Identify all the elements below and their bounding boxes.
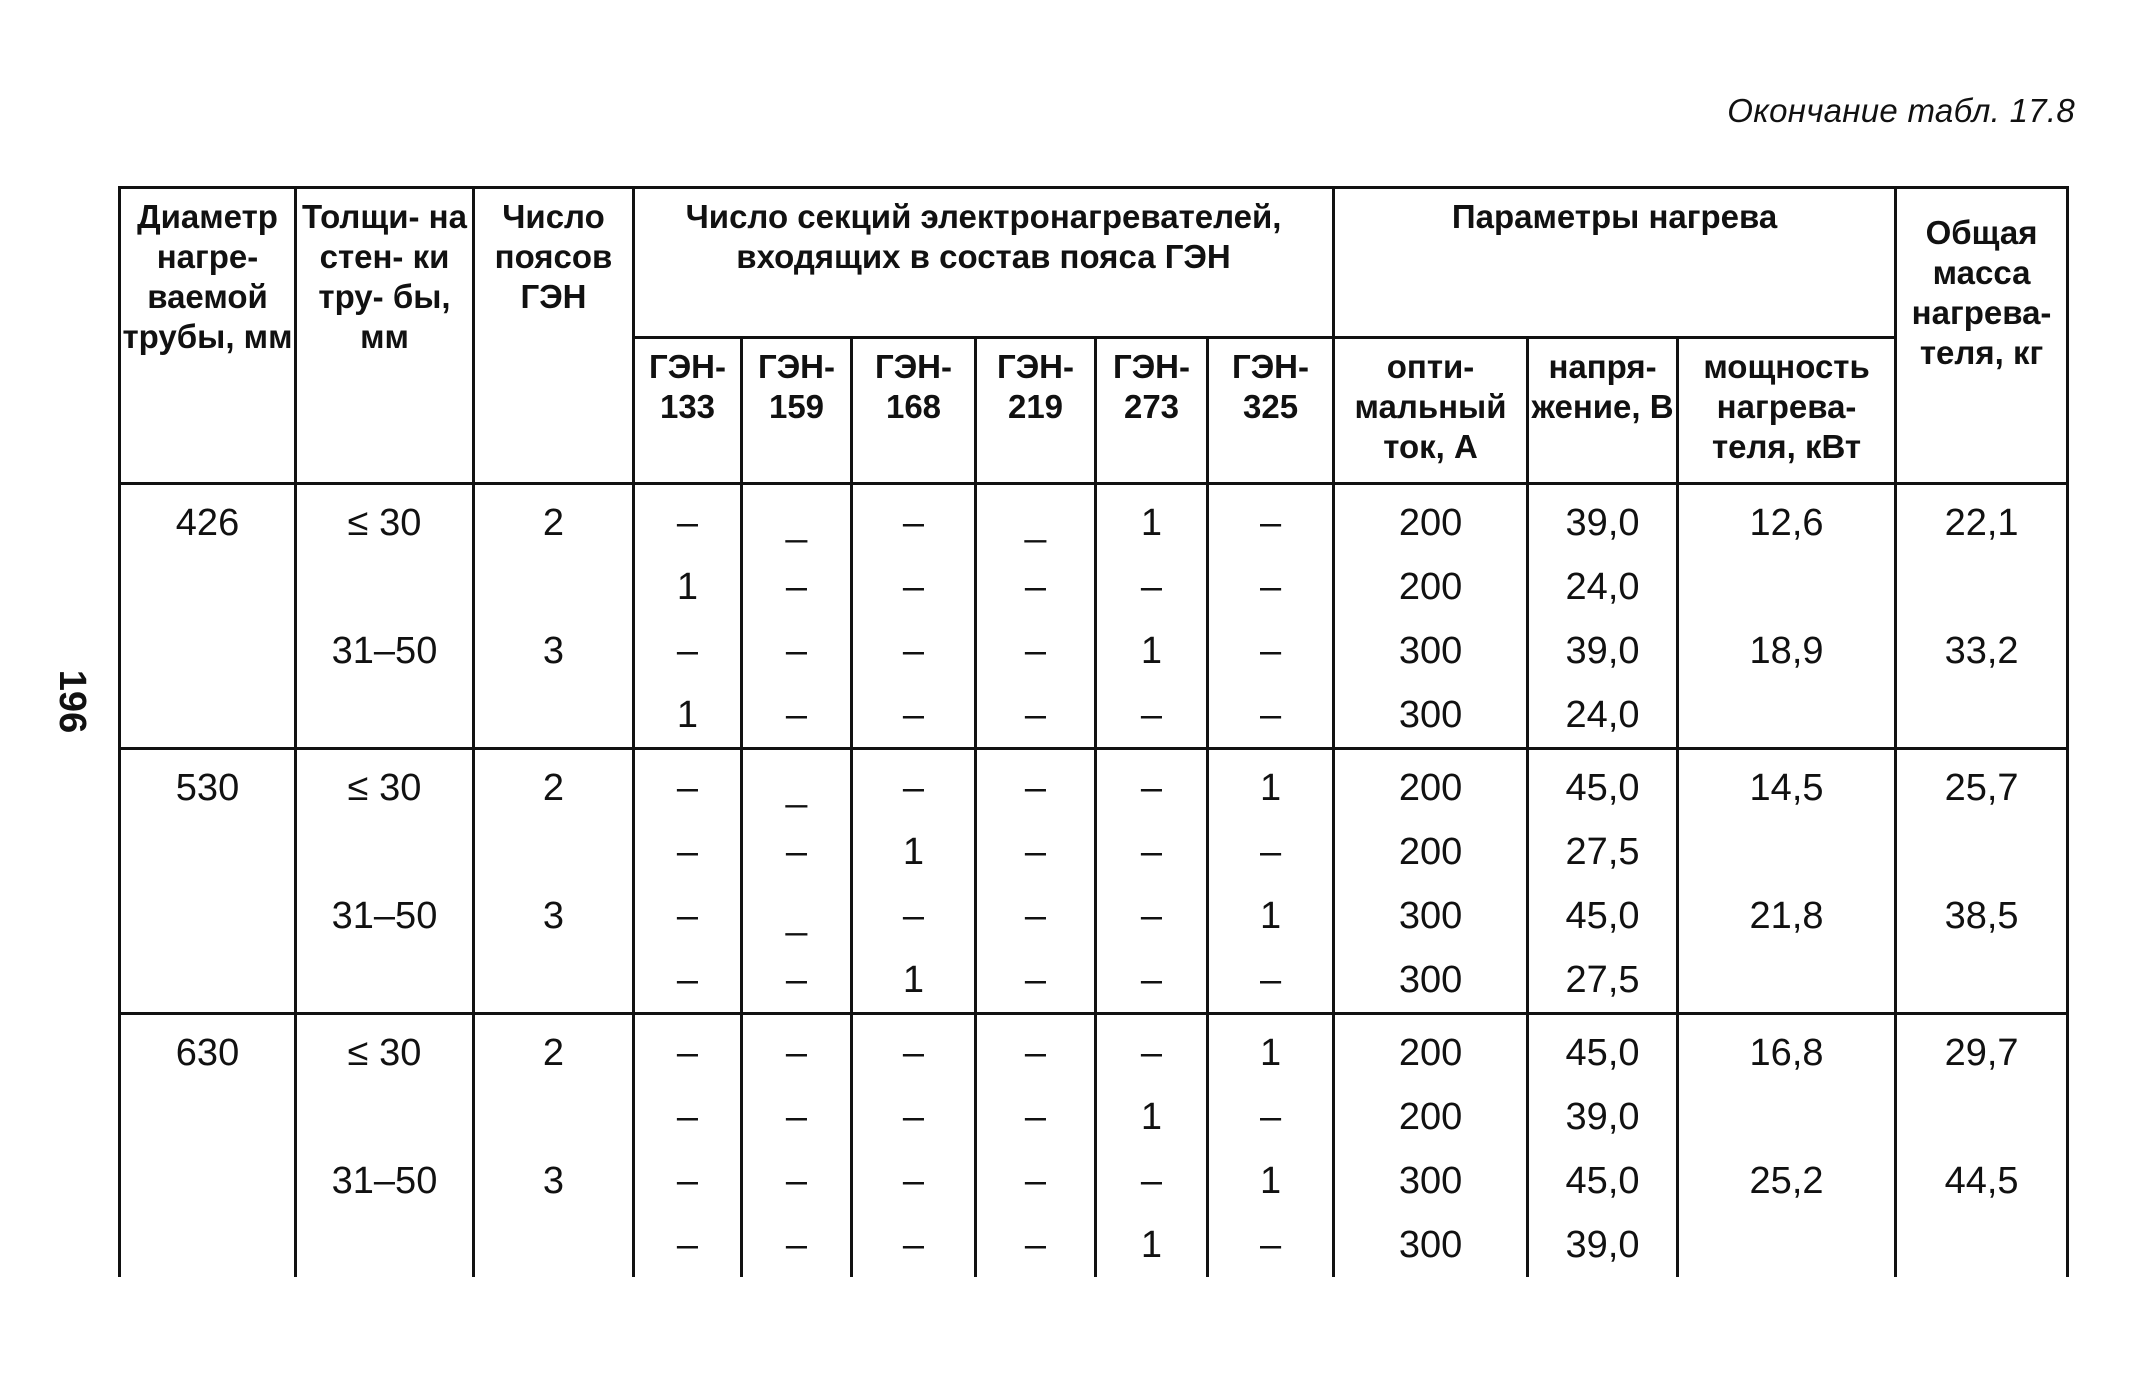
cell-thickness: ≤ 30 — [296, 749, 474, 821]
header-mass: Общая масса нагрева- теля, кг — [1896, 188, 2068, 484]
cell-gen-133: – — [634, 484, 742, 556]
cell-gen-325: – — [1208, 619, 1334, 683]
cell-gen-219: – — [976, 1149, 1096, 1213]
cell-gen-168: – — [852, 1149, 976, 1213]
cell-power — [1678, 1213, 1896, 1277]
cell-mass: 33,2 — [1896, 619, 2068, 683]
cell-diameter — [120, 1149, 296, 1213]
cell-current: 300 — [1334, 619, 1528, 683]
cell-belts — [474, 683, 634, 749]
cell-mass: 38,5 — [1896, 884, 2068, 948]
cell-diameter — [120, 1085, 296, 1149]
cell-gen-159: _ — [742, 884, 852, 948]
cell-thickness — [296, 683, 474, 749]
cell-diameter — [120, 555, 296, 619]
cell-voltage: 24,0 — [1528, 683, 1678, 749]
cell-gen-159: – — [742, 555, 852, 619]
cell-gen-168: – — [852, 1085, 976, 1149]
cell-gen-219: – — [976, 555, 1096, 619]
table-caption: Окончание табл. 17.8 — [1727, 92, 2075, 129]
cell-voltage: 27,5 — [1528, 820, 1678, 884]
cell-diameter — [120, 619, 296, 683]
cell-diameter: 530 — [120, 749, 296, 821]
cell-gen-219: – — [976, 1014, 1096, 1086]
cell-mass: 25,7 — [1896, 749, 2068, 821]
cell-gen-325: 1 — [1208, 749, 1334, 821]
table-row — [120, 1149, 2068, 1213]
cell-gen-168: – — [852, 555, 976, 619]
header-sections-group: Число секций электронагревателей, входящих в состав пояса ГЭН — [634, 188, 1334, 338]
cell-diameter: 630 — [120, 1014, 296, 1086]
cell-voltage: 45,0 — [1528, 1014, 1678, 1086]
cell-gen-325: – — [1208, 555, 1334, 619]
cell-current: 200 — [1334, 820, 1528, 884]
cell-current: 200 — [1334, 1085, 1528, 1149]
page-number: 196 — [51, 669, 94, 734]
cell-diameter — [120, 820, 296, 884]
cell-diameter: 426 — [120, 484, 296, 556]
table-row — [120, 1213, 2068, 1277]
cell-current: 300 — [1334, 683, 1528, 749]
cell-gen-219: – — [976, 749, 1096, 821]
cell-current: 200 — [1334, 555, 1528, 619]
cell-gen-133: 1 — [634, 555, 742, 619]
cell-power: 14,5 — [1678, 749, 1896, 821]
table-row — [120, 683, 2068, 749]
cell-gen-219: – — [976, 820, 1096, 884]
cell-belts: 3 — [474, 884, 634, 948]
header-diameter: Диаметр нагре- ваемой трубы, мм — [120, 188, 296, 484]
cell-voltage: 39,0 — [1528, 484, 1678, 556]
cell-power: 12,6 — [1678, 484, 1896, 556]
cell-current: 300 — [1334, 884, 1528, 948]
header-voltage: напря- жение, В — [1528, 338, 1678, 484]
heater-table — [118, 186, 2069, 1277]
cell-power: 21,8 — [1678, 884, 1896, 948]
cell-gen-159: – — [742, 1213, 852, 1277]
cell-power: 25,2 — [1678, 1149, 1896, 1213]
cell-gen-325: – — [1208, 820, 1334, 884]
cell-thickness: 31–50 — [296, 884, 474, 948]
cell-voltage: 45,0 — [1528, 749, 1678, 821]
cell-gen-219: – — [976, 884, 1096, 948]
cell-gen-159: _ — [742, 484, 852, 556]
cell-gen-159: _ — [742, 749, 852, 821]
cell-voltage: 24,0 — [1528, 555, 1678, 619]
table-row — [120, 484, 2068, 556]
cell-gen-159: – — [742, 820, 852, 884]
cell-gen-133: – — [634, 749, 742, 821]
cell-gen-325: – — [1208, 948, 1334, 1014]
cell-gen-133: – — [634, 884, 742, 948]
table-row — [120, 820, 2068, 884]
cell-thickness — [296, 1213, 474, 1277]
cell-voltage: 45,0 — [1528, 884, 1678, 948]
header-section-133: ГЭН- 133 — [634, 338, 742, 484]
cell-gen-159: – — [742, 1014, 852, 1086]
table-row — [120, 884, 2068, 948]
cell-gen-273: 1 — [1096, 1213, 1208, 1277]
cell-power — [1678, 555, 1896, 619]
cell-thickness: ≤ 30 — [296, 484, 474, 556]
cell-gen-325: – — [1208, 1085, 1334, 1149]
cell-voltage: 27,5 — [1528, 948, 1678, 1014]
cell-gen-168: – — [852, 619, 976, 683]
cell-gen-273: – — [1096, 683, 1208, 749]
cell-gen-168: – — [852, 884, 976, 948]
cell-power: 18,9 — [1678, 619, 1896, 683]
cell-gen-325: 1 — [1208, 1014, 1334, 1086]
cell-mass: 44,5 — [1896, 1149, 2068, 1213]
cell-belts: 2 — [474, 484, 634, 556]
cell-current: 200 — [1334, 749, 1528, 821]
cell-gen-133: 1 — [634, 683, 742, 749]
cell-voltage: 39,0 — [1528, 1085, 1678, 1149]
cell-gen-273: – — [1096, 820, 1208, 884]
cell-mass: 22,1 — [1896, 484, 2068, 556]
cell-gen-273: – — [1096, 555, 1208, 619]
cell-gen-168: 1 — [852, 948, 976, 1014]
cell-belts — [474, 820, 634, 884]
cell-mass — [1896, 555, 2068, 619]
cell-thickness — [296, 1085, 474, 1149]
cell-voltage: 39,0 — [1528, 619, 1678, 683]
cell-diameter — [120, 948, 296, 1014]
cell-gen-219: – — [976, 683, 1096, 749]
table-row — [120, 1085, 2068, 1149]
cell-gen-159: – — [742, 1149, 852, 1213]
header-belts: Число поясов ГЭН — [474, 188, 634, 484]
cell-gen-325: – — [1208, 1213, 1334, 1277]
cell-gen-133: – — [634, 948, 742, 1014]
cell-mass — [1896, 820, 2068, 884]
cell-gen-219: – — [976, 1085, 1096, 1149]
cell-thickness — [296, 948, 474, 1014]
header-params-group: Параметры нагрева — [1334, 188, 1896, 338]
cell-gen-133: – — [634, 820, 742, 884]
cell-mass — [1896, 948, 2068, 1014]
cell-power — [1678, 820, 1896, 884]
cell-voltage: 45,0 — [1528, 1149, 1678, 1213]
cell-belts: 3 — [474, 619, 634, 683]
table-row — [120, 555, 2068, 619]
header-thickness: Толщи- на стен- ки тру- бы, мм — [296, 188, 474, 484]
cell-gen-273: – — [1096, 749, 1208, 821]
cell-current: 300 — [1334, 1149, 1528, 1213]
cell-gen-168: – — [852, 1014, 976, 1086]
table-row — [120, 948, 2068, 1014]
cell-gen-325: – — [1208, 484, 1334, 556]
cell-belts: 3 — [474, 1149, 634, 1213]
cell-gen-168: 1 — [852, 820, 976, 884]
table-row — [120, 619, 2068, 683]
cell-thickness — [296, 555, 474, 619]
cell-belts: 2 — [474, 1014, 634, 1086]
cell-gen-325: 1 — [1208, 1149, 1334, 1213]
cell-mass — [1896, 1085, 2068, 1149]
cell-gen-325: 1 — [1208, 884, 1334, 948]
cell-power — [1678, 948, 1896, 1014]
cell-gen-273: 1 — [1096, 484, 1208, 556]
cell-thickness: ≤ 30 — [296, 1014, 474, 1086]
cell-current: 200 — [1334, 1014, 1528, 1086]
cell-gen-168: – — [852, 749, 976, 821]
header-section-159: ГЭН- 159 — [742, 338, 852, 484]
cell-diameter — [120, 884, 296, 948]
cell-mass: 29,7 — [1896, 1014, 2068, 1086]
cell-current: 300 — [1334, 948, 1528, 1014]
table-row — [120, 749, 2068, 821]
header-section-168: ГЭН- 168 — [852, 338, 976, 484]
cell-gen-133: – — [634, 1014, 742, 1086]
cell-gen-159: – — [742, 619, 852, 683]
cell-gen-168: – — [852, 484, 976, 556]
cell-diameter — [120, 683, 296, 749]
cell-belts — [474, 948, 634, 1014]
cell-gen-168: – — [852, 683, 976, 749]
cell-gen-219: – — [976, 619, 1096, 683]
cell-voltage: 39,0 — [1528, 1213, 1678, 1277]
header-section-273: ГЭН- 273 — [1096, 338, 1208, 484]
cell-gen-133: – — [634, 1149, 742, 1213]
cell-gen-133: – — [634, 1085, 742, 1149]
cell-gen-133: – — [634, 1213, 742, 1277]
cell-belts: 2 — [474, 749, 634, 821]
cell-gen-159: – — [742, 683, 852, 749]
cell-gen-273: 1 — [1096, 1085, 1208, 1149]
cell-thickness — [296, 820, 474, 884]
cell-gen-219: – — [976, 1213, 1096, 1277]
header-current: опти- мальный ток, А — [1334, 338, 1528, 484]
cell-power — [1678, 683, 1896, 749]
cell-mass — [1896, 683, 2068, 749]
table-row — [120, 1014, 2068, 1086]
cell-diameter — [120, 1213, 296, 1277]
cell-mass — [1896, 1213, 2068, 1277]
cell-gen-273: 1 — [1096, 619, 1208, 683]
cell-thickness: 31–50 — [296, 1149, 474, 1213]
cell-gen-273: – — [1096, 884, 1208, 948]
cell-gen-133: – — [634, 619, 742, 683]
cell-gen-159: – — [742, 1085, 852, 1149]
cell-belts — [474, 1213, 634, 1277]
cell-gen-219: _ — [976, 484, 1096, 556]
cell-power — [1678, 1085, 1896, 1149]
cell-gen-219: – — [976, 948, 1096, 1014]
cell-belts — [474, 555, 634, 619]
cell-gen-168: – — [852, 1213, 976, 1277]
header-section-325: ГЭН- 325 — [1208, 338, 1334, 484]
cell-gen-159: – — [742, 948, 852, 1014]
cell-current: 200 — [1334, 484, 1528, 556]
cell-gen-273: – — [1096, 1149, 1208, 1213]
header-power: мощность нагрева- теля, кВт — [1678, 338, 1896, 484]
cell-current: 300 — [1334, 1213, 1528, 1277]
cell-gen-273: – — [1096, 948, 1208, 1014]
header-section-219: ГЭН- 219 — [976, 338, 1096, 484]
cell-gen-273: – — [1096, 1014, 1208, 1086]
cell-gen-325: – — [1208, 683, 1334, 749]
cell-thickness: 31–50 — [296, 619, 474, 683]
cell-power: 16,8 — [1678, 1014, 1896, 1086]
cell-belts — [474, 1085, 634, 1149]
